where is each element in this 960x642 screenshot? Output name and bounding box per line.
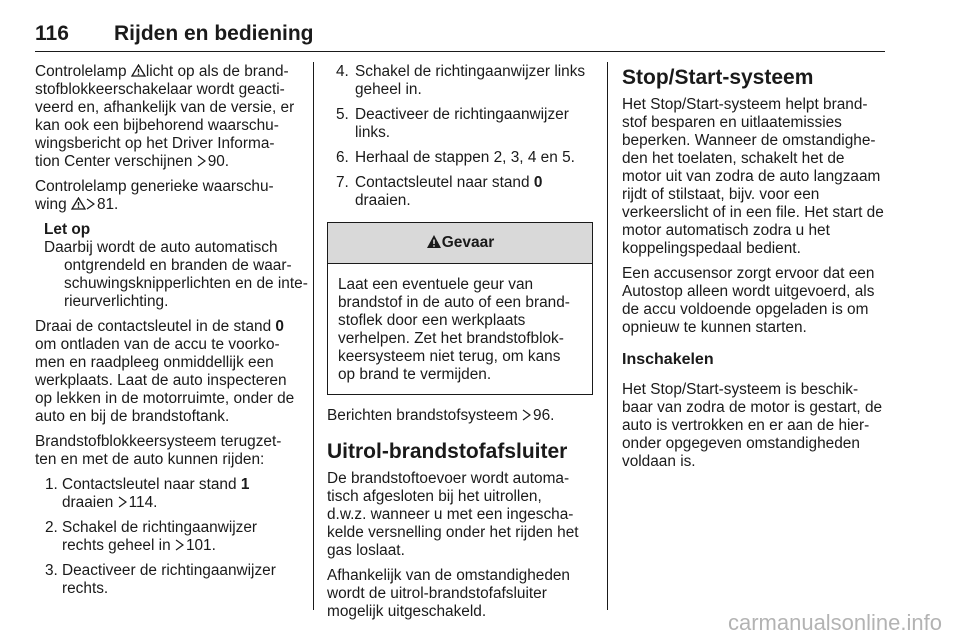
paragraph-ignition: Draai de contactsleutel in de stand 0 om ontladen van de accu te voorko- men en raadpleeg onmiddellijk een werkplaats. Laat de auto inspecteren op lekken in de motorruimte, onder de auto en bij de brandstoftank. — [35, 318, 295, 425]
paragraph-battery-sensor: Een accusensor zorgt ervoor dat een Autostop alleen wordt uitgevoerd, als de accu voldoende opgeladen is om opnieuw te kunnen starten. — [622, 265, 875, 336]
list-item: 4. Schakel de richtingaanwijzer links geheel in. — [336, 63, 586, 98]
list-item: 7. Contactsleutel naar stand 0 draaien. — [336, 174, 543, 209]
list-item: 5. Deactiveer de richtingaanwijzer links. — [336, 106, 569, 141]
column-2 — [327, 63, 593, 628]
section-heading: Uitrol-brandstofafsluiter — [327, 440, 568, 463]
page-reference-icon[interactable] — [522, 409, 531, 421]
paragraph-stop-start-intro: Het Stop/Start-systeem helpt brand- stof besparen en uitlaatemissies beperken. Wanneer de omstandighe- den het toelaten, schakelt het de motor uit van zodra de auto langzaam rijdt of stilstaat, bijv. voor een verkeerslicht of in een file. Het start de motor automatisch zodra u het koppelingspedaal bedient. — [622, 96, 884, 257]
header-rule — [35, 51, 885, 52]
danger-body: Laat een eventuele geur van brandstof in de auto of een brand- stoflek door een werkplaats verhelpen. Zet het brandstofblok- keersysteem niet terug, om kans op brand te vermijden. — [338, 276, 570, 383]
paragraph-warning-lamp: Controlelamp licht op als de brand- stofblokkeerschakelaar wordt geacti- veerd en, afhankelijk van de versie, er kan ook een bijbehorend waarschu- wingsbericht op het Driver Informa- tion Center verschijnen 90. — [35, 63, 295, 170]
paragraph-activation: Het Stop/Start-systeem is beschik- baar van zodra de motor is gestart, de auto is vertrokken en er aan de hier- onder opgegeven omstandigheden voldaan is. — [622, 381, 883, 470]
paragraph-generic-warning: Controlelamp generieke waarschu- wing 81. — [35, 178, 274, 213]
note-block: Let op Daarbij wordt de auto automatisch ontgrendeld en branden de waar- schuwingsknipperlichten en de inte- rieurverlichting. — [44, 221, 308, 310]
page-reference-icon[interactable] — [86, 198, 95, 210]
page-link[interactable]: 96. — [533, 407, 555, 424]
page-reference-icon[interactable] — [175, 539, 184, 551]
danger-title: Gevaar — [441, 234, 495, 251]
column-divider-2 — [607, 62, 608, 610]
danger-box — [327, 222, 593, 395]
page-link[interactable]: 81. — [96, 196, 119, 213]
page-title: Rijden en bediening — [114, 22, 314, 45]
list-item: 3. Deactiveer de richtingaanwijzer rechts. — [45, 562, 276, 597]
list-item: 2. Schakel de richtingaanwijzer rechts geheel in 101. — [45, 519, 258, 554]
list-item: 6. Herhaal de stappen 2, 3, 4 en 5. — [336, 149, 575, 166]
page-header — [35, 22, 885, 52]
column-1 — [35, 63, 308, 605]
warning-triangle-icon — [71, 197, 86, 210]
note-title: Let op — [44, 221, 91, 238]
paragraph-cutoff-conditions: Afhankelijk van de omstandigheden wordt de uitrol-brandstofafsluiter mogelijk uitgeschakeld. — [327, 567, 570, 620]
column-divider-1 — [313, 62, 314, 610]
list-item: 1. Contactsleutel naar stand 1 draaien 114. — [45, 476, 250, 511]
danger-icon — [426, 234, 442, 249]
subsection-heading: Inschakelen — [622, 351, 714, 368]
warning-triangle-icon — [131, 64, 146, 77]
paragraph-reset: Brandstofblokkeersysteem terugzet- ten en met de auto kunnen rijden: — [35, 433, 282, 468]
paragraph-fuel-messages: Berichten brandstofsysteem 96. — [327, 407, 555, 424]
page-link[interactable]: 114. — [128, 494, 158, 511]
watermark: carmanualsonline.info — [727, 610, 942, 635]
danger-header — [328, 223, 592, 264]
page-reference-icon[interactable] — [197, 155, 206, 167]
page-number: 116 — [35, 22, 69, 45]
paragraph-fuel-cutoff: De brandstoftoevoer wordt automa- tisch afgesloten bij het uitrollen, d.w.z. wanneer u met een ingescha- kelde versnelling onder het rijden het gas loslaat. — [327, 470, 579, 559]
page-reference-icon[interactable] — [118, 496, 127, 508]
section-heading: Stop/Start-systeem — [622, 66, 814, 89]
page-link[interactable]: 101. — [185, 537, 216, 554]
page-link[interactable]: 90. — [207, 153, 230, 170]
column-3 — [622, 63, 890, 478]
